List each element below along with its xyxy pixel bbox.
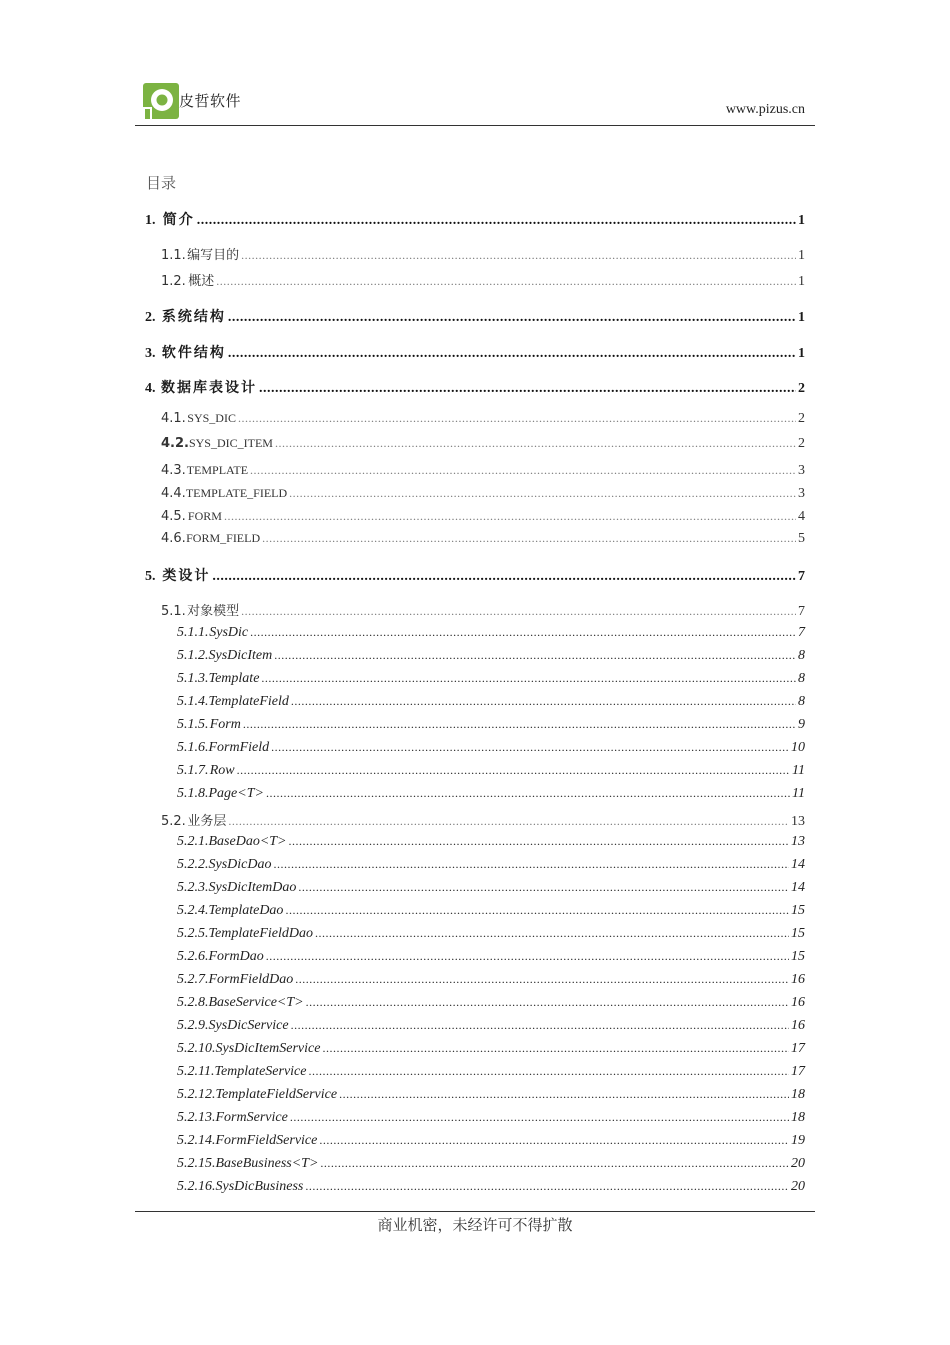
toc-dot-leader xyxy=(241,604,796,619)
toc-entry[interactable] xyxy=(0,740,805,756)
toc-entry-label: BaseDao<T> xyxy=(208,834,287,849)
toc-entry-page-number: 3 xyxy=(798,463,805,478)
toc-dot-leader xyxy=(262,531,796,546)
toc-entry-number: 5.1. xyxy=(161,604,186,619)
toc-entry-label: 概述 xyxy=(188,274,215,289)
toc-entry[interactable] xyxy=(0,671,805,687)
toc-dot-leader xyxy=(315,926,789,941)
toc-entry[interactable] xyxy=(0,625,805,641)
footer-confidential-note: 商业机密，未经许可不得扩散 xyxy=(377,1216,573,1234)
toc-entry-page-number: 13 xyxy=(791,814,805,829)
toc-dot-leader xyxy=(271,740,789,755)
toc-entry-page-number: 16 xyxy=(791,995,805,1010)
toc-entry-number: 5.1.2. xyxy=(177,648,209,663)
toc-entry-label: FORM_FIELD xyxy=(186,531,261,545)
toc-entry-number: 5.2.8. xyxy=(177,995,209,1010)
toc-entry-number: 5.2.9. xyxy=(177,1018,209,1033)
toc-entry[interactable] xyxy=(0,1064,805,1080)
toc-entry-label: SysDicItemDao xyxy=(208,880,297,895)
toc-entry[interactable] xyxy=(0,1018,805,1034)
toc-entry[interactable] xyxy=(0,694,805,710)
toc-dot-leader xyxy=(266,949,789,964)
toc-entry-label: Row xyxy=(209,763,235,778)
toc-entry[interactable] xyxy=(0,306,805,326)
toc-entry[interactable] xyxy=(0,377,805,397)
toc-entry-number: 4.3. xyxy=(161,463,186,478)
toc-dot-leader xyxy=(291,694,796,709)
toc-entry-label: 业务层 xyxy=(187,814,227,829)
toc-entry[interactable] xyxy=(0,531,805,547)
toc-entry-number: 5.2.11. xyxy=(177,1064,215,1079)
toc-dot-leader xyxy=(275,436,796,451)
toc-entry-page-number: 18 xyxy=(791,1110,805,1125)
toc-entry-page-number: 15 xyxy=(791,926,805,941)
toc-entry-number: 5.2.6. xyxy=(177,949,209,964)
toc-dot-leader xyxy=(305,1179,789,1194)
toc-entry-label: SYS_DIC xyxy=(187,411,236,425)
toc-entry-label: BaseBusiness<T> xyxy=(215,1156,319,1171)
toc-entry-page-number: 2 xyxy=(798,411,805,426)
toc-entry-number: 5.1.3. xyxy=(177,671,209,686)
toc-entry-number: 3. xyxy=(145,346,156,361)
toc-entry-page-number: 8 xyxy=(798,694,805,709)
toc-dot-leader xyxy=(250,625,796,640)
toc-dot-leader xyxy=(274,648,796,663)
toc-entry-number: 4.2. xyxy=(161,436,189,451)
toc-entry-page-number: 7 xyxy=(798,604,805,619)
toc-dot-leader xyxy=(266,786,790,801)
toc-entry[interactable] xyxy=(0,1179,805,1195)
toc-entry-label: 类设计 xyxy=(162,568,211,584)
toc-entry-label: FormDao xyxy=(208,949,264,964)
toc-entry[interactable] xyxy=(0,903,805,919)
toc-entry-number: 5.1.5. xyxy=(177,717,209,732)
toc-entry[interactable] xyxy=(0,411,805,427)
toc-entry-number: 1.1. xyxy=(161,248,186,263)
toc-entry-label: Page<T> xyxy=(208,786,264,801)
toc-entry-number: 5.2.10. xyxy=(177,1041,216,1056)
toc-entry-page-number: 15 xyxy=(791,903,805,918)
brand-name: 皮哲软件 xyxy=(179,92,242,110)
toc-entry-page-number: 2 xyxy=(798,436,805,451)
toc-entry-number: 4.6. xyxy=(161,531,186,546)
toc-entry-page-number: 13 xyxy=(791,834,805,849)
toc-dot-leader xyxy=(243,717,796,732)
toc-entry-number: 5.2.12. xyxy=(177,1087,216,1102)
toc-entry[interactable] xyxy=(0,810,805,830)
toc-entry-number: 5.2.1. xyxy=(177,834,209,849)
toc-entry-page-number: 7 xyxy=(798,625,805,640)
toc-entry[interactable] xyxy=(0,834,805,850)
toc-entry[interactable] xyxy=(0,880,805,896)
toc-entry-label: TEMPLATE_FIELD xyxy=(185,486,288,500)
toc-dot-leader xyxy=(319,1133,789,1148)
toc-entry[interactable] xyxy=(0,1087,805,1103)
toc-entry-page-number: 2 xyxy=(798,381,805,396)
toc-entry-page-number: 14 xyxy=(791,857,805,872)
toc-entry-page-number: 3 xyxy=(798,486,805,501)
toc-entry[interactable] xyxy=(0,857,805,873)
toc-entry[interactable] xyxy=(0,244,805,264)
toc-dot-leader xyxy=(212,569,796,585)
toc-dot-leader xyxy=(322,1041,789,1056)
toc-dot-leader xyxy=(295,972,789,987)
toc-entry-page-number: 8 xyxy=(798,648,805,663)
toc-entry-page-number: 1 xyxy=(798,213,805,228)
toc-entry[interactable] xyxy=(0,270,805,290)
toc-title: 目录 xyxy=(146,174,177,192)
toc-entry[interactable] xyxy=(0,786,805,802)
toc-dot-leader xyxy=(274,857,790,872)
toc-entry-number: 5.2.5. xyxy=(177,926,209,941)
toc-entry-number: 5.1.7. xyxy=(177,763,209,778)
toc-entry-page-number: 18 xyxy=(791,1087,805,1102)
toc-entry-number: 4.5. xyxy=(161,509,186,524)
toc-entry-number: 5.2.13. xyxy=(177,1110,216,1125)
toc-entry[interactable] xyxy=(0,995,805,1011)
toc-entry-number: 5.2.3. xyxy=(177,880,209,895)
toc-entry-page-number: 17 xyxy=(791,1064,805,1079)
toc-entry[interactable] xyxy=(0,972,805,988)
toc-dot-leader xyxy=(259,381,796,397)
toc-entry-page-number: 1 xyxy=(798,248,805,263)
toc-entry-label: FormService xyxy=(215,1110,288,1125)
toc-dot-leader xyxy=(228,346,796,362)
toc-entry[interactable] xyxy=(0,648,805,664)
toc-entry[interactable] xyxy=(0,436,805,452)
toc-entry-label: TemplateFieldDao xyxy=(208,926,313,941)
toc-entry-page-number: 20 xyxy=(791,1156,805,1171)
toc-entry[interactable] xyxy=(0,342,805,362)
toc-entry-label: FORM xyxy=(187,509,222,523)
toc-entry-label: SysDicService xyxy=(208,1018,289,1033)
toc-dot-leader xyxy=(250,463,796,478)
toc-entry-page-number: 16 xyxy=(791,972,805,987)
website-url: www.pizus.cn xyxy=(725,102,805,117)
toc-entry-number: 5.1.8. xyxy=(177,786,209,801)
toc-entry[interactable] xyxy=(0,1110,805,1126)
toc-entry[interactable] xyxy=(0,1156,805,1172)
toc-dot-leader xyxy=(289,834,789,849)
toc-entry[interactable] xyxy=(0,565,805,585)
toc-entry-page-number: 7 xyxy=(798,569,805,584)
toc-entry[interactable] xyxy=(0,486,805,502)
toc-entry[interactable] xyxy=(0,926,805,942)
toc-entry-page-number: 1 xyxy=(798,310,805,325)
toc-entry-label: 软件结构 xyxy=(161,345,226,361)
toc-entry-page-number: 17 xyxy=(791,1041,805,1056)
toc-entry-number: 5.2.7. xyxy=(177,972,209,987)
toc-entry-number: 5.2.4. xyxy=(177,903,209,918)
toc-entry-label: TEMPLATE xyxy=(186,463,249,477)
toc-entry-label: BaseService<T> xyxy=(208,995,304,1010)
toc-entry[interactable] xyxy=(0,600,805,620)
toc-dot-leader xyxy=(237,763,790,778)
toc-entry-page-number: 19 xyxy=(791,1133,805,1148)
toc-entry[interactable] xyxy=(0,1133,805,1149)
toc-entry-label: TemplateField xyxy=(208,694,289,709)
toc-dot-leader xyxy=(320,1156,789,1171)
toc-entry-number: 5.2.15. xyxy=(177,1156,216,1171)
toc-entry-page-number: 11 xyxy=(792,786,805,801)
toc-entry-label: TemplateDao xyxy=(208,903,284,918)
toc-entry-page-number: 1 xyxy=(798,346,805,361)
toc-dot-leader xyxy=(285,903,789,918)
toc-entry-number: 5.2.14. xyxy=(177,1133,216,1148)
toc-dot-leader xyxy=(306,995,789,1010)
toc-dot-leader xyxy=(289,486,796,501)
toc-entry[interactable] xyxy=(0,949,805,965)
toc-entry-page-number: 10 xyxy=(791,740,805,755)
toc-entry-label: FormFieldDao xyxy=(208,972,294,987)
toc-entry-label: TemplateService xyxy=(214,1064,307,1079)
toc-entry-label: 对象模型 xyxy=(187,604,240,619)
toc-entry-number: 1.2. xyxy=(161,274,186,289)
toc-entry-number: 5. xyxy=(145,569,156,584)
toc-entry-number: 5.2. xyxy=(161,814,186,829)
toc-dot-leader xyxy=(197,213,796,229)
toc-entry[interactable] xyxy=(0,209,805,229)
toc-entry-label: SYS_DIC_ITEM xyxy=(188,436,273,450)
toc-dot-leader xyxy=(241,248,796,263)
toc-entry-label: Template xyxy=(208,671,260,686)
toc-entry-number: 4.4. xyxy=(161,486,186,501)
toc-dot-leader xyxy=(290,1110,789,1125)
toc-dot-leader xyxy=(298,880,789,895)
toc-dot-leader xyxy=(308,1064,789,1079)
toc-entry-page-number: 16 xyxy=(791,1018,805,1033)
toc-entry[interactable] xyxy=(0,463,805,479)
toc-entry-number: 5.1.4. xyxy=(177,694,209,709)
toc-dot-leader xyxy=(228,814,789,829)
footer-divider xyxy=(135,1211,815,1212)
toc-entry-page-number: 4 xyxy=(798,509,805,524)
toc-entry-number: 5.2.16. xyxy=(177,1179,216,1194)
toc-dot-leader xyxy=(224,509,796,524)
toc-entry-number: 4.1. xyxy=(161,411,186,426)
toc-entry-page-number: 15 xyxy=(791,949,805,964)
toc-dot-leader xyxy=(238,411,796,426)
toc-entry-label: SysDicItem xyxy=(208,648,273,663)
toc-entry-label: 编写目的 xyxy=(187,248,240,263)
toc-entry-number: 5.1.1. xyxy=(177,625,209,640)
toc-entry-page-number: 9 xyxy=(798,717,805,732)
toc-dot-leader xyxy=(339,1087,789,1102)
toc-dot-leader xyxy=(216,274,796,289)
toc-entry-page-number: 11 xyxy=(792,763,805,778)
toc-entry-page-number: 20 xyxy=(791,1179,805,1194)
toc-entry-number: 4. xyxy=(145,381,156,396)
toc-entry-number: 2. xyxy=(145,310,156,325)
toc-entry-label: 简介 xyxy=(162,212,195,228)
toc-entry[interactable] xyxy=(0,509,805,525)
toc-entry-label: FormFieldService xyxy=(215,1133,318,1148)
toc-entry-page-number: 5 xyxy=(798,531,805,546)
toc-entry-page-number: 8 xyxy=(798,671,805,686)
toc-entry-page-number: 1 xyxy=(798,274,805,289)
toc-entry-label: SysDic xyxy=(209,625,249,640)
toc-entry-label: SysDicItemService xyxy=(215,1041,321,1056)
toc-entry[interactable] xyxy=(0,1041,805,1057)
toc-dot-leader xyxy=(228,310,796,326)
toc-entry-label: FormField xyxy=(208,740,270,755)
toc-entry-label: 系统结构 xyxy=(161,309,226,325)
toc-dot-leader xyxy=(291,1018,789,1033)
toc-entry-label: TemplateFieldService xyxy=(215,1087,338,1102)
toc-entry[interactable] xyxy=(0,717,805,733)
toc-entry-label: SysDicDao xyxy=(208,857,272,872)
toc-entry-label: 数据库表设计 xyxy=(160,380,257,396)
toc-dot-leader xyxy=(261,671,796,686)
toc-entry-number: 1. xyxy=(145,213,156,228)
toc-entry[interactable] xyxy=(0,763,805,779)
toc-entry-label: SysDicBusiness xyxy=(215,1179,304,1194)
toc-entry-label: Form xyxy=(209,717,241,732)
toc-entry-page-number: 14 xyxy=(791,880,805,895)
toc-entry-number: 5.2.2. xyxy=(177,857,209,872)
toc-entry-number: 5.1.6. xyxy=(177,740,209,755)
